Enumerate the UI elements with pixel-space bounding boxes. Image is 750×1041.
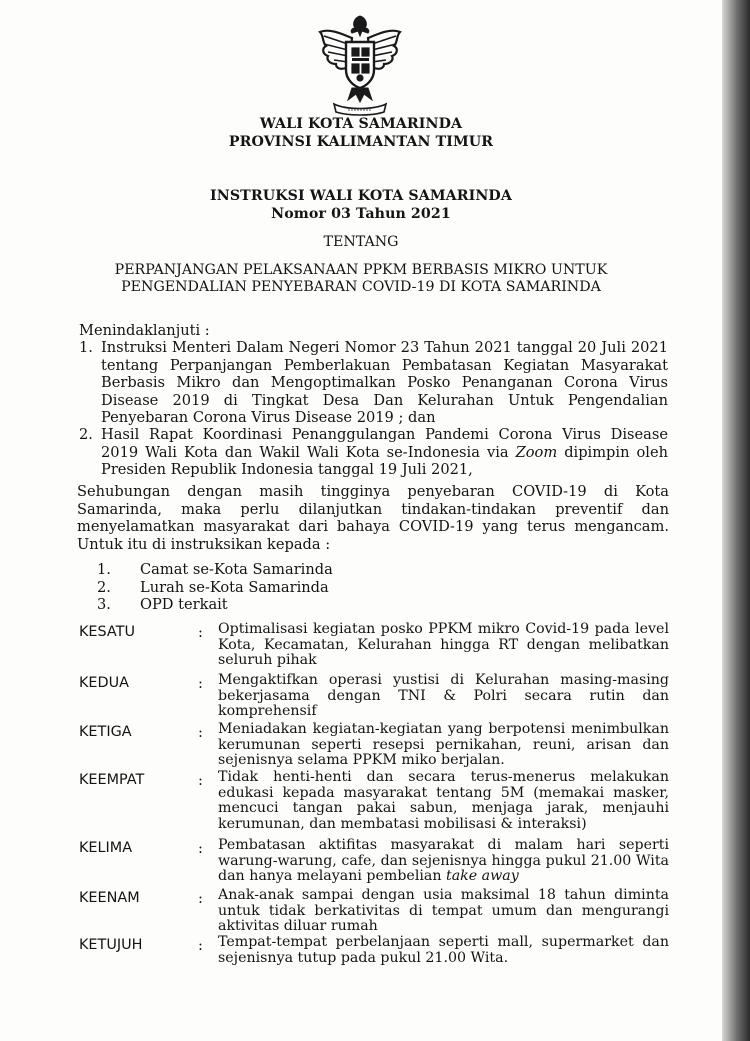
instruction-text: Mengaktifkan operasi yustisi di Kelurahan masing-masing bekerjasama dengan TNI & Polri secara rutin dan komprehensif [218, 672, 669, 720]
instruction-label: KETUJUH [79, 937, 143, 953]
considering-item-2: Hasil Rapat Koordinasi Penanggulangan Pandemi Corona Virus Disease 2019 Wali Kota dan Wakil Wali Kota se-Indonesia via Zoom dipimpin oleh Presiden Republik Indonesia tanggal 19 Juli 2021, [101, 426, 668, 478]
instruction-text: Anak-anak sampai dengan usia maksimal 18 tahun diminta untuk tidak berkativitas di tempat umum dan mengurangi aktivitas diluar rumah [218, 887, 669, 935]
instruction-label: KESATU [79, 624, 135, 640]
colon: : [198, 724, 203, 741]
document-title: INSTRUKSI WALI KOTA SAMARINDA [210, 188, 512, 204]
instruction-text: Pembatasan aktifitas masyarakat di malam hari seperti warung-warung, cafe, dan sejenisnya hingga pukul 21.00 Wita dan hanya melayani pembelian take away [218, 837, 669, 885]
instruction-label: KETIGA [79, 724, 132, 740]
instruction-text: Meniadakan kegiatan-kegiatan yang berpotensi menimbulkan kerumunan seperti resepsi pernikahan, reuni, arisan dan sejenisnya selama PPKM miko berjalan. [218, 721, 669, 769]
issuer-title: WALI KOTA SAMARINDA [259, 116, 463, 132]
instruction-label: KELIMA [79, 840, 133, 856]
instruction-text: Tidak henti-henti dan secara terus-menerus melakukan edukasi kepada masyarakat tentang 5M (memakai masker, mencuci tangan pakai sabun, menjaga jarak, menjauhi kerumunan, dan membatasi mobilisasi & interaksi) [218, 769, 669, 832]
colon: : [198, 840, 203, 857]
colon: : [198, 937, 203, 954]
zoom-emphasis: Zoom [515, 443, 558, 461]
considering-intro: Menindaklanjuti : [79, 322, 210, 339]
considering-item-number: 2. [79, 426, 93, 443]
colon: : [198, 624, 203, 641]
instruction-intro: Sehubungan dengan masih tingginya penyebaran COVID-19 di Kota Samarinda, maka perlu dilanjutkan tindakan-tindakan preventif dan menyelamatkan masyarakat dari bahaya COVID-19 yang terus mengancam. Untuk itu di instruksikan kepada : [77, 483, 669, 553]
page-edge-shadow [722, 0, 750, 1041]
instruction-label: KEEMPAT [79, 772, 145, 788]
instruction-label: KEENAM [79, 890, 140, 906]
considering-item-number: 1. [79, 339, 93, 356]
colon: : [198, 890, 203, 907]
colon: : [198, 675, 203, 692]
list-item: 1. Camat se-Kota Samarinda [97, 561, 333, 578]
document-number: Nomor 03 Tahun 2021 [271, 206, 451, 222]
tentang-label: TENTANG [323, 234, 399, 250]
considering-item-1: Instruksi Menteri Dalam Negeri Nomor 23 Tahun 2021 tanggal 20 Juli 2021 tentang Perpanjangan Pemberlakuan Pembatasan Kegiatan Masyarakat Berbasis Mikro dan Mengoptimalkan Posko Penanganan Corona Virus Disease 2019 di Tingkat Desa Dan Kelurahan Untuk Pengendalian Penyebaran Corona Virus Disease 2019 ; dan [101, 339, 668, 426]
garuda-emblem-icon [312, 14, 408, 118]
list-item: 2. Lurah se-Kota Samarinda [97, 578, 329, 596]
list-item: 3. OPD terkait [97, 596, 228, 613]
issuer-province: PROVINSI KALIMANTAN TIMUR [228, 134, 494, 150]
recipient-list [97, 561, 333, 614]
take-away-emphasis: take away [446, 868, 519, 885]
colon: : [198, 772, 203, 789]
subject-line-1: PERPANJANGAN PELAKSANAAN PPKM BERBASIS MIKRO UNTUK [114, 262, 608, 278]
instruction-label: KEDUA [79, 675, 129, 691]
instruction-text: Tempat-tempat perbelanjaan seperti mall, supermarket dan sejenisnya tutup pada pukul 21.00 Wita. [218, 934, 669, 966]
subject-line-2: PENGENDALIAN PENYEBARAN COVID-19 DI KOTA SAMARINDA [121, 279, 601, 295]
instruction-text: Optimalisasi kegiatan posko PPKM mikro Covid-19 pada level Kota, Kecamatan, Kelurahan hingga RT dengan melibatkan seluruh pihak [218, 621, 669, 669]
